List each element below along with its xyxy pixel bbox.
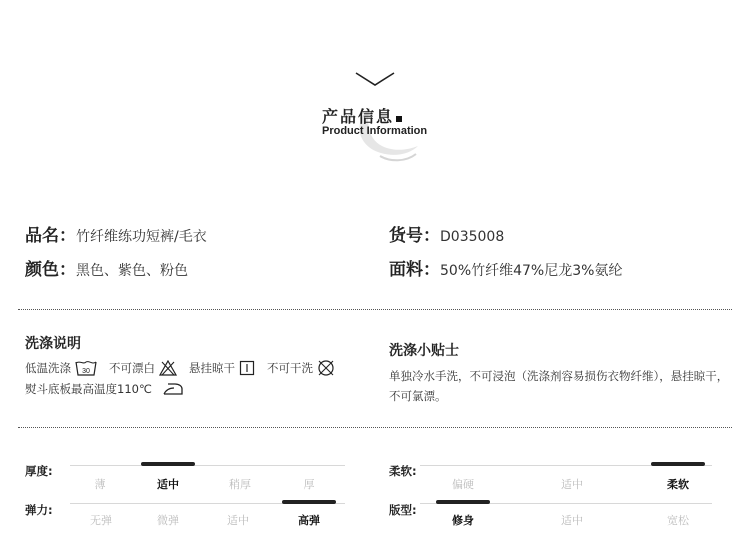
- elasticity-selected-marker: [282, 500, 336, 504]
- care-item: 不可干洗: [267, 359, 335, 377]
- thickness-option: 厚: [303, 478, 315, 491]
- fit-option: 适中: [561, 514, 583, 527]
- thickness-option: 稍厚: [229, 478, 251, 491]
- svg-text:30: 30: [82, 368, 90, 375]
- thickness-selected-marker: [141, 462, 195, 466]
- tips-title: 洗涤小贴士: [389, 343, 459, 359]
- chevron-down-icon: [352, 70, 398, 90]
- fit-selected-marker: [436, 500, 490, 504]
- page-subtitle: Product Information: [322, 125, 428, 137]
- no-bleach-icon: [159, 360, 177, 376]
- softness-option: 适中: [561, 478, 583, 491]
- softness-selected-marker: [651, 462, 705, 466]
- hang-dry-icon: [239, 360, 255, 376]
- square-icon: [396, 116, 402, 122]
- product-color: 颜色：黑色、紫色、粉色: [25, 260, 188, 280]
- product-fabric: 面料：50%竹纤维47%尼龙3%氨纶: [389, 260, 623, 280]
- thickness-option: 适中: [157, 478, 179, 491]
- elasticity-option: 高弹: [298, 514, 320, 527]
- fit-option: 修身: [452, 514, 474, 527]
- elasticity-option: 微弹: [157, 514, 179, 527]
- wash-30-icon: [75, 359, 97, 377]
- care-item: 低温洗涤 30: [25, 359, 97, 377]
- thickness-label: 厚度:: [25, 464, 53, 478]
- iron-icon: [162, 382, 184, 396]
- care-title: 洗涤说明: [25, 336, 81, 352]
- tips-text: 单独冷水手洗，不可浸泡（洗涤剂容易损伤衣物纤维），悬挂晾干，不可氯漂。: [389, 369, 729, 403]
- softness-option: 偏硬: [452, 478, 474, 491]
- care-item: 悬挂晾干: [189, 360, 255, 376]
- care-instructions: [25, 359, 343, 377]
- divider: [18, 427, 732, 428]
- product-name: 品名：竹纤维练功短裤/毛衣: [25, 226, 207, 246]
- elasticity-option: 适中: [227, 514, 249, 527]
- elasticity-label: 弹力:: [25, 503, 53, 517]
- fit-option: 宽松: [667, 514, 689, 527]
- page-title: 产品信息: [322, 104, 402, 127]
- elasticity-option: 无弹: [90, 514, 112, 527]
- fit-label: 版型:: [389, 503, 417, 517]
- iron-instruction: 熨斗底板最高温度110℃: [25, 381, 184, 397]
- thickness-track: [70, 465, 345, 466]
- thickness-option: 薄: [94, 478, 106, 491]
- product-sku: 货号：D035008: [389, 226, 505, 246]
- no-dry-clean-icon: [317, 359, 335, 377]
- softness-option: 柔软: [667, 478, 689, 491]
- divider: [18, 309, 732, 310]
- softness-label: 柔软:: [389, 464, 417, 478]
- care-item: 不可漂白: [109, 360, 177, 376]
